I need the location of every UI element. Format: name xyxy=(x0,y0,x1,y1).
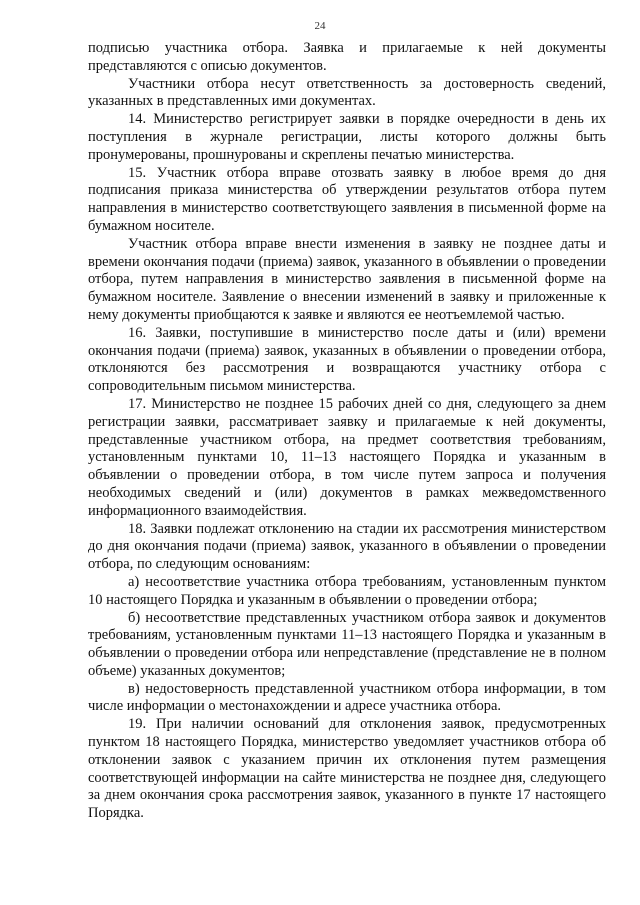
paragraph-17: 17. Министерство не позднее 15 рабочих дней со дня, следующего за днем регистрации заявки, рассматривает заявку и прилагаемые к ней документы, представленные участником отбора, на предмет соответствия требованиям, установленным пунктами 10, 11–13 настоящего Порядка и указанным в объявлении о проведении отбора, в том числе путем запроса и получения необходимых сведений и (или) документов в рамках межведомственного информационного взаимодействия. xyxy=(88,395,606,519)
paragraph-18-c: в) недостоверность представленной участником отбора информации, в том числе информации о местонахождении и адресе участника отбора. xyxy=(88,680,606,715)
paragraph-18-b: б) несоответствие представленных участником отбора заявок и документов требованиям, установленным пунктами 11–13 настоящего Порядка и указанным в объявлении о проведении отбора или непредставление (представление не в полном объеме) указанных документов; xyxy=(88,609,606,679)
paragraph-19: 19. При наличии оснований для отклонения заявок, предусмотренных пунктом 18 настоящего Порядка, министерство уведомляет участников отбора об отклонении заявок с указанием причин их отклонения путем размещения соответствующей информации на сайте министерства не позднее дня, следующего за днем окончания срока рассмотрения заявок, указанного в пункте 17 настоящего Порядка. xyxy=(88,716,606,822)
paragraph-responsibility: Участники отбора несут ответственность за достоверность сведений, указанных в представленных ими документах. xyxy=(88,75,606,110)
paragraph-continuation: подписью участника отбора. Заявка и прилагаемые к ней документы представляются с описью документов. xyxy=(88,40,606,74)
paragraph-16: 16. Заявки, поступившие в министерство после даты и (или) времени окончания подачи (приема) заявок, указанных в объявлении о проведении отбора, отклоняются без рассмотрения и возвращаются участнику отбора с сопроводительным письмом министерства. xyxy=(88,324,606,395)
page-number: 24 xyxy=(314,20,326,32)
paragraph-18: 18. Заявки подлежат отклонению на стадии их рассмотрения министерством до дня окончания подачи (приема) заявок, указанного в объявлении о проведении отбора, по следующим основаниям: xyxy=(88,520,606,573)
document-body xyxy=(88,40,606,823)
paragraph-15: 15. Участник отбора вправе отозвать заявку в любое время до дня подписания приказа министерства об утверждении результатов отбора путем направления в министерство соответствующего заявления в письменной форме на бумажном носителе. xyxy=(88,164,606,234)
paragraph-18-a: а) несоответствие участника отбора требованиям, установленным пунктом 10 настоящего Порядка и указанным в объявлении о проведении отбора; xyxy=(88,573,606,608)
paragraph-14: 14. Министерство регистрирует заявки в порядке очередности в день их поступления в журнале регистрации, листы которого должны быть пронумерованы, прошнурованы и скреплены печатью министерства. xyxy=(88,111,606,163)
paragraph-15-changes: Участник отбора вправе внести изменения в заявку не позднее даты и времени окончания подачи (приема) заявок, указанного в объявлении о проведении отбора, путем направления в министерство заявления в письменной форме на бумажном носителе. Заявление о внесении изменений в заявку и приложенные к нему документы приобщаются к заявке и являются ее неотъемлемой частью. xyxy=(88,235,606,323)
